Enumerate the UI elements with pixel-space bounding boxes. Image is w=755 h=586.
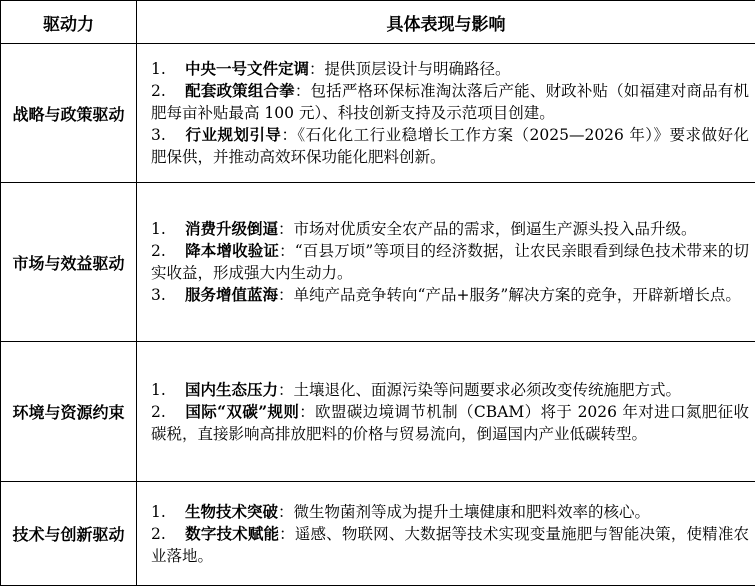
list-item [151,379,749,401]
item-text: ：单纯产品竞争转向“产品+服务”解决方案的竞争，开辟新增长点。 [278,286,741,304]
item-text: ：“百县万顷”等项目的经济数据，让农民亲眼看到绿色技术带来的切实收益，形成强大内生动力。 [151,242,749,282]
item-number: 1. [151,218,185,240]
item-text: ：土壤退化、面源污染等问题要求必须改变传统施肥方式。 [278,381,681,399]
item-text: ：欧盟碳边境调节机制（CBAM）将于 2026 年对进口氮肥征收碳税，直接影响高排放肥料的价格与贸易流向，倒逼国内产业低碳转型。 [151,403,749,443]
table-row [1,482,755,586]
item-number: 1. [151,379,185,401]
item-text: ：提供顶层设计与明确路径。 [309,60,511,78]
table-row [1,44,755,183]
item-text: ：微生物菌剂等成为提升土壤健康和肥料效率的核心。 [278,503,650,521]
list-item [151,124,749,168]
table-row [1,342,755,482]
item-number: 1. [151,58,185,80]
item-lead: 行业规划引导 [185,125,281,144]
list-item [151,80,749,124]
item-number: 2. [151,80,185,102]
item-text: ：市场对优质安全农产品的需求，倒逼生产源头投入品升级。 [278,220,697,238]
list-item [151,218,749,240]
item-lead: 消费升级倒逼 [185,219,278,238]
item-lead: 国际“双碳”规则 [185,402,299,421]
item-text: ：遥感、物联网、大数据等技术实现变量施肥与智能决策，使精准农业落地。 [151,525,749,565]
item-text: ：《石化化工行业稳增长工作方案（2025—2026 年）》要求做好化肥保供，并推动高效环保功能化肥料创新。 [151,126,749,166]
item-lead: 生物技术突破 [185,502,278,521]
item-lead: 服务增值蓝海 [185,285,278,304]
driver-details [137,183,755,342]
table-row [1,183,755,342]
list-item [151,523,749,567]
table-header-row [1,1,755,44]
item-number: 1. [151,501,185,523]
item-number: 2. [151,401,185,423]
driver-name: 技术与创新驱动 [1,482,137,586]
list-item [151,240,749,284]
item-lead: 数字技术赋能 [185,524,279,543]
list-item [151,58,749,80]
item-number: 2. [151,523,185,545]
list-item [151,401,749,445]
item-lead: 降本增收验证 [185,241,279,260]
item-number: 3. [151,124,185,146]
driver-name: 战略与政策驱动 [1,44,137,183]
item-number: 3. [151,284,185,306]
driver-details [137,44,755,183]
item-number: 2. [151,240,185,262]
driver-name: 市场与效益驱动 [1,183,137,342]
driver-details [137,482,755,586]
driver-details [137,342,755,482]
list-item [151,501,749,523]
item-lead: 国内生态压力 [185,380,278,399]
item-text: ：包括严格环保标准淘汰落后产能、财政补贴（如福建对商品有机肥每亩补贴最高 100 元）、科技创新支持及示范项目创建。 [151,82,749,122]
item-lead: 中央一号文件定调 [185,59,309,78]
list-item [151,284,749,306]
driver-name: 环境与资源约束 [1,342,137,482]
header-driver: 驱动力 [1,1,137,44]
header-details: 具体表现与影响 [137,1,755,44]
item-lead: 配套政策组合拳 [185,81,295,100]
